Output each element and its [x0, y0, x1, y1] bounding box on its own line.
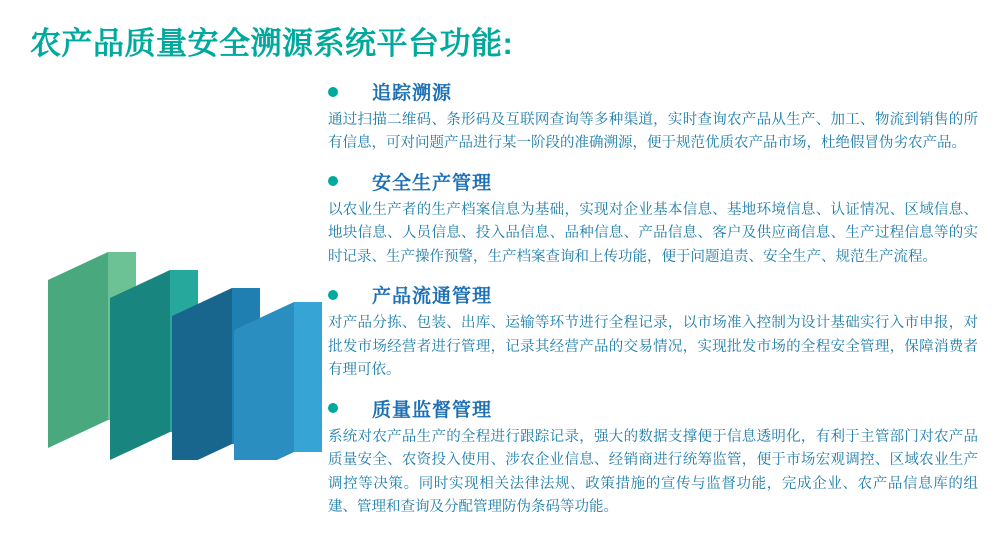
bullet-icon	[328, 87, 338, 97]
slab-4	[234, 302, 322, 460]
bullet-icon	[328, 176, 338, 186]
feature-title: 追踪溯源	[372, 83, 453, 104]
feature-body: 以农业生产者的生产档案信息为基础，实现对企业基本信息、基地环境信息、认证情况、区域信息、地块信息、人员信息、投入品信息、品种信息、产品信息、客户及供应商信息、生产过程信息等的实时记录、生产操作预警，生产档案查询和上传功能，便于问题追责、安全生产、规范生产流程。	[328, 201, 978, 265]
feature-item	[328, 281, 978, 382]
bullet-icon	[328, 403, 338, 413]
bullet-icon	[328, 290, 338, 300]
feature-header	[328, 395, 978, 422]
feature-body: 系统对农产品生产的全程进行跟踪记录，强大的数据支撑便于信息透明化，有利于主管部门对农产品质量安全、农资投入使用、涉农企业信息、经销商进行统筹监管，便于市场宏观调控、区域农业生产调控等决策。同时实现相关法律法规、政策措施的宣传与监督功能，完成企业、农产品信息库的组建、管理和查询及分配管理防伪条码等功能。	[328, 428, 978, 516]
feature-header	[328, 168, 978, 195]
page-title-text: 农产品质量安全溯源系统平台功能	[30, 26, 503, 61]
feature-title: 产品流通管理	[372, 286, 493, 308]
feature-header	[328, 78, 978, 105]
page-title-colon: :	[502, 26, 514, 61]
feature-body: 通过扫描二维码、条形码及互联网查询等多种渠道，实时查询农产品从生产、加工、物流到销售的所有信息，可对问题产品进行某一阶段的准确溯源，便于规范优质农产品市场，杜绝假冒伪劣农产品。	[328, 112, 978, 152]
feature-title: 质量监督管理	[372, 399, 493, 421]
feature-item	[328, 168, 978, 269]
feature-title: 安全生产管理	[372, 172, 493, 194]
layered-slabs-graphic	[48, 130, 328, 460]
feature-item	[328, 78, 978, 156]
feature-body: 对产品分拣、包装、出库、运输等环节进行全程记录，以市场准入控制为设计基础实行入市申报，对批发市场经营者进行管理，记录其经营产品的交易情况，实现批发市场的全程安全管理，保障消费者有理可依。	[328, 315, 978, 379]
feature-header	[328, 281, 978, 308]
feature-item	[328, 395, 978, 520]
page-title	[30, 18, 513, 63]
feature-list	[328, 78, 978, 532]
